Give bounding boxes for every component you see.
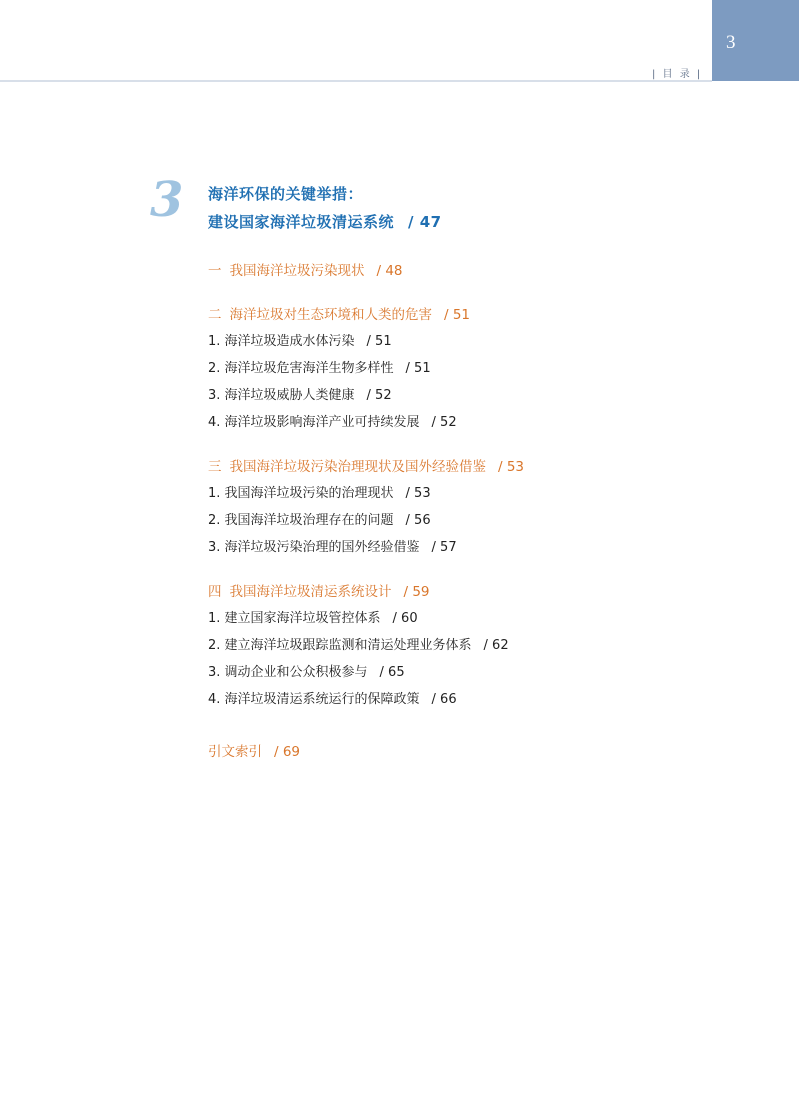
section-page-ref: / 51 <box>444 307 471 323</box>
toc-sub-item[interactable] <box>208 605 728 632</box>
toc-sub-item[interactable] <box>208 632 728 659</box>
header-divider <box>0 80 712 82</box>
toc-section-title[interactable] <box>208 454 728 480</box>
sub-item-page-ref: / 56 <box>405 513 431 528</box>
sub-item-page-ref: / 51 <box>366 334 392 349</box>
toc-sub-item[interactable] <box>208 328 728 355</box>
toc-section-title[interactable] <box>208 579 728 605</box>
toc-sub-item[interactable] <box>208 382 728 409</box>
sub-item-label: 1. 建立国家海洋垃圾管控体系 <box>208 611 381 626</box>
section-label: 海洋垃圾对生态环境和人类的危害 <box>229 307 432 323</box>
toc-section <box>208 258 728 284</box>
sub-item-label: 2. 海洋垃圾危害海洋生物多样性 <box>208 361 394 376</box>
sub-item-label: 4. 海洋垃圾影响海洋产业可持续发展 <box>208 415 420 430</box>
section-marker: 二 <box>208 307 222 323</box>
section-marker: 四 <box>208 584 222 600</box>
chapter-title-line1: 海洋环保的关键举措： <box>208 185 364 203</box>
toc-sub-item[interactable] <box>208 534 728 561</box>
page-number: 3 <box>726 32 736 53</box>
sub-item-page-ref: / 51 <box>405 361 431 376</box>
section-label: 我国海洋垃圾污染现状 <box>229 263 365 279</box>
sub-item-page-ref: / 65 <box>379 665 405 680</box>
toc-sub-item[interactable] <box>208 659 728 686</box>
toc-list <box>208 258 728 765</box>
toc-sub-item[interactable] <box>208 409 728 436</box>
sub-item-label: 2. 建立海洋垃圾跟踪监测和清运处理业务体系 <box>208 638 472 653</box>
toc-section-title[interactable] <box>208 258 728 284</box>
section-page-ref: / 59 <box>403 584 430 600</box>
section-page-ref: / 48 <box>376 263 403 279</box>
toc-section-title[interactable] <box>208 302 728 328</box>
sub-item-label: 4. 海洋垃圾清运系统运行的保障政策 <box>208 692 420 707</box>
toc-sub-item[interactable] <box>208 686 728 713</box>
toc-sub-item[interactable] <box>208 480 728 507</box>
chapter-page-ref: / 47 <box>408 213 442 231</box>
chapter-title <box>208 180 710 236</box>
toc-section <box>208 454 728 561</box>
sub-item-label: 1. 海洋垃圾造成水体污染 <box>208 334 355 349</box>
sub-item-label: 3. 海洋垃圾污染治理的国外经验借鉴 <box>208 540 420 555</box>
toc-sub-item[interactable] <box>208 355 728 382</box>
header-label: | 目 录 | <box>652 69 703 80</box>
sub-item-page-ref: / 62 <box>483 638 509 653</box>
toc-section <box>208 302 728 436</box>
sub-item-page-ref: / 57 <box>431 540 457 555</box>
sub-item-page-ref: / 66 <box>431 692 457 707</box>
toc-sub-item[interactable] <box>208 507 728 534</box>
sub-item-page-ref: / 60 <box>392 611 418 626</box>
sub-item-page-ref: / 53 <box>405 486 431 501</box>
section-label: 我国海洋垃圾清运系统设计 <box>229 584 392 600</box>
sub-item-label: 3. 海洋垃圾威胁人类健康 <box>208 388 355 403</box>
sub-item-label: 2. 我国海洋垃圾治理存在的问题 <box>208 513 394 528</box>
chapter-heading <box>150 172 710 236</box>
section-marker: 三 <box>208 459 222 475</box>
sub-item-label: 1. 我国海洋垃圾污染的治理现状 <box>208 486 394 501</box>
toc-index-entry[interactable] <box>208 739 728 765</box>
index-entry-label: 引文索引 <box>208 744 262 760</box>
index-entry-page-ref: / 69 <box>274 744 301 760</box>
chapter-title-line2: 建设国家海洋垃圾清运系统 <box>208 213 395 231</box>
chapter-title-line2-wrap <box>208 208 710 236</box>
section-page-ref: / 53 <box>498 459 525 475</box>
section-label: 我国海洋垃圾污染治理现状及国外经验借鉴 <box>229 459 486 475</box>
section-marker: 一 <box>208 263 222 279</box>
sub-item-page-ref: / 52 <box>431 415 457 430</box>
sub-item-label: 3. 调动企业和公众积极参与 <box>208 665 368 680</box>
toc-section <box>208 579 728 713</box>
sub-item-page-ref: / 52 <box>366 388 392 403</box>
chapter-number: 3 <box>150 172 184 228</box>
